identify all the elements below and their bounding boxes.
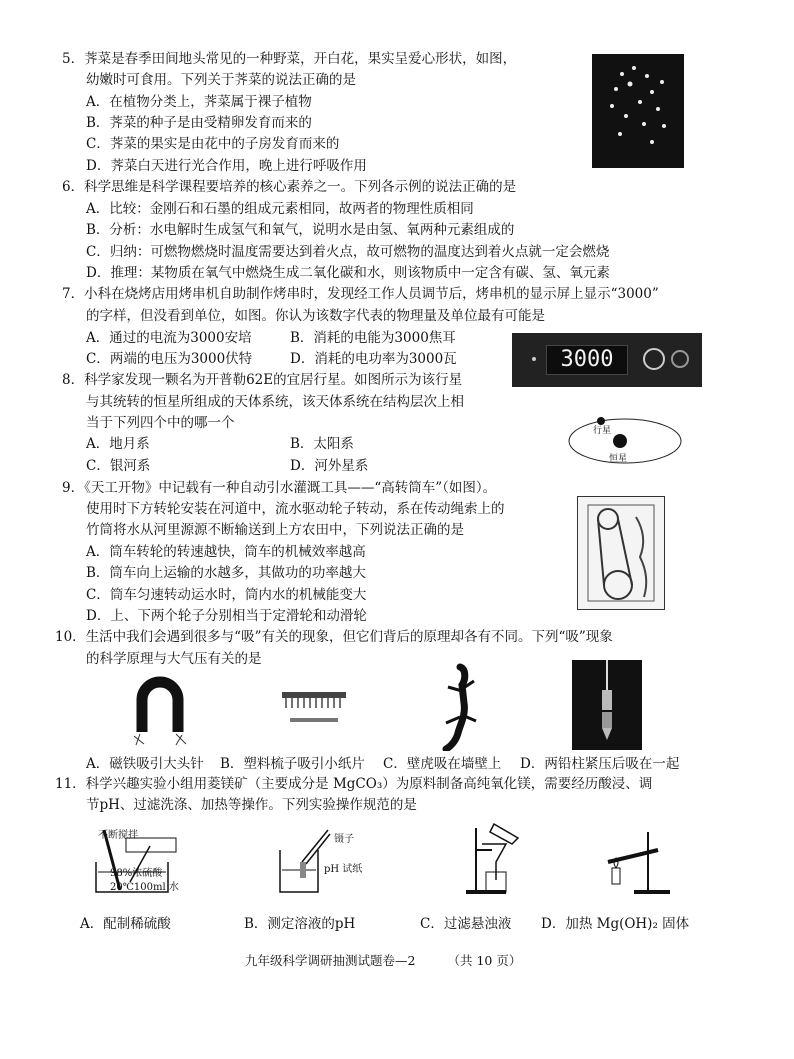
q5-option-c: C．荠菜的果实是由花中的子房发育而来的 bbox=[86, 136, 340, 152]
q9-option-d: D．上、下两个轮子分别相当于定滑轮和动滑轮 bbox=[86, 608, 367, 624]
q11-option-c: C．过滤悬浊液 bbox=[420, 916, 512, 932]
q10-stem-line1: 10．生活中我们会遇到很多与“吸”有关的现象，但它们背后的原理却各有不同。下列“吸”现象 bbox=[55, 629, 613, 645]
q6-option-c: C．归纳：可燃物燃烧时温度需要达到着火点，故可燃物的温度达到着火点就一定会燃烧 bbox=[86, 244, 610, 260]
q8-option-c: C．银河系 bbox=[86, 458, 151, 474]
q7-option-c: C．两端的电压为3000伏特 bbox=[86, 351, 253, 367]
stir-label: 不断搅拌 bbox=[98, 830, 138, 841]
q9-option-a: A．筒车转轮的转速越快，筒车的机械效率越高 bbox=[86, 544, 366, 560]
comb-paper-image bbox=[276, 688, 352, 728]
filtration-setup bbox=[462, 820, 542, 896]
tweezers-label: 镊子 bbox=[334, 834, 354, 845]
page-footer bbox=[245, 951, 521, 969]
q8-stem-line3: 当于下列四个中的哪一个 bbox=[86, 415, 235, 431]
gecko-icon bbox=[436, 663, 484, 751]
q7-option-b: B．消耗的电能为3000焦耳 bbox=[290, 330, 456, 346]
q8-option-a: A．地月系 bbox=[86, 436, 150, 452]
footer-page-count: （共 10 页） bbox=[447, 953, 522, 968]
q10-option-a: A．磁铁吸引大头针 bbox=[86, 756, 204, 772]
q7-option-d: D．消耗的电功率为3000瓦 bbox=[290, 351, 457, 367]
star-label: 恒星 bbox=[609, 454, 628, 464]
horseshoe-magnet-icon bbox=[130, 670, 190, 746]
lead-cylinders-graphic bbox=[572, 660, 642, 750]
q11-stem-line1: 11．科学兴趣实验小组用菱镁矿（主要成分是 MgCO₃）为原料制备高纯氧化镁，需要经历酸浸、调 bbox=[55, 776, 653, 792]
comb-icon bbox=[276, 688, 352, 728]
flower-dots-graphic bbox=[592, 54, 684, 168]
q7-stem-line1: 7．小科在烧烤店用烤串机自助制作烤串时，发现经工作人员调节后，烤串机的显示屏上显示“3000” bbox=[62, 286, 659, 302]
water-label: 20℃100ml 水 bbox=[110, 882, 179, 893]
grill-display-photo bbox=[512, 333, 702, 387]
q5-option-b: B．荠菜的种子是由受精卵发育而来的 bbox=[86, 115, 312, 131]
shepherds-purse-photo bbox=[592, 54, 684, 168]
q6-option-b: B．分析：水电解时生成氢气和氧气，说明水是由氢、氧两种元素组成的 bbox=[86, 222, 515, 238]
q8-option-b: B．太阳系 bbox=[290, 436, 354, 452]
q10-option-c: C．壁虎吸在墙壁上 bbox=[383, 756, 502, 772]
q9-stem-line1: 9．《天工开物》中记载有一种自动引水灌溉工具——“高转筒车”（如图）。 bbox=[62, 480, 497, 496]
q5-option-a: A．在植物分类上，荠菜属于裸子植物 bbox=[86, 94, 312, 110]
q11-option-d: D．加热 Mg(OH)₂ 固体 bbox=[541, 916, 690, 932]
q8-stem-line1: 8．科学家发现一颗名为开普勒62E的宜居行星。如图所示为该行星 bbox=[62, 372, 463, 388]
gecko-image bbox=[436, 663, 484, 751]
q10-stem-line2: 的科学原理与大气压有关的是 bbox=[86, 651, 262, 667]
planet-label: 行星 bbox=[593, 426, 612, 436]
q6-option-d: D．推理：某物质在氧气中燃烧生成二氧化碳和水，则该物质中一定含有碳、氢、氧元素 bbox=[86, 265, 610, 281]
q7-stem-line2: 的字样，但没看到单位，如图。你认为该数字代表的物理量及单位最有可能是 bbox=[86, 308, 545, 324]
q11-option-b: B．测定溶液的pH bbox=[244, 916, 356, 932]
q5-stem-line2: 幼嫩时可食用。下列关于荠菜的说法正确的是 bbox=[86, 72, 356, 88]
dilute-acid-setup bbox=[90, 826, 230, 896]
knob-icons bbox=[512, 333, 702, 387]
q6-stem: 6．科学思维是科学课程要培养的核心素养之一。下列各示例的说法正确的是 bbox=[62, 179, 517, 195]
waterwheel-sketch bbox=[578, 497, 664, 609]
display-readout: 3000 bbox=[546, 345, 628, 375]
ph-test-setup bbox=[270, 826, 380, 896]
footer-title: 九年级科学调研抽测试题卷—2 bbox=[245, 953, 416, 968]
q9-option-c: C．筒车匀速转动运水时，筒内水的机械能变大 bbox=[86, 587, 367, 603]
magnet-pins-image bbox=[130, 670, 190, 746]
heating-setup bbox=[598, 828, 676, 896]
q9-stem-line3: 竹筒将水从河里源源不断输送到上方农田中，下列说法正确的是 bbox=[86, 522, 464, 538]
q5-stem-line1: 5．荠菜是春季田间地头常见的一种野菜，开白花，果实呈爱心形状，如图， bbox=[62, 51, 517, 67]
filter-funnel-graphic bbox=[462, 820, 542, 896]
waterwheel-illustration bbox=[577, 496, 665, 610]
q7-option-a: A．通过的电流为3000安培 bbox=[86, 330, 252, 346]
q11-option-a: A．配制稀硫酸 bbox=[80, 916, 171, 932]
q8-stem-line2: 与其统转的恒星所组成的天体系统，该天体系统在结构层次上相 bbox=[86, 394, 464, 410]
q11-stem-line2: 节pH、过滤洗涤、加热等操作。下列实验操作规范的是 bbox=[86, 797, 417, 813]
lead-cylinders-photo bbox=[572, 660, 642, 750]
acid-label: 98%浓硫酸 bbox=[110, 868, 163, 879]
q10-option-b: B．塑料梳子吸引小纸片 bbox=[220, 756, 365, 772]
q10-option-d: D．两铅柱紧压后吸在一起 bbox=[520, 756, 680, 772]
q9-option-b: B．筒车向上运输的水越多，其做功的功率越大 bbox=[86, 565, 366, 581]
q6-option-a: A．比较：金刚石和石墨的组成元素相同，故两者的物理性质相同 bbox=[86, 201, 474, 217]
test-tube-flame-graphic bbox=[598, 828, 676, 896]
q5-option-d: D．荠菜白天进行光合作用，晚上进行呼吸作用 bbox=[86, 158, 367, 174]
ph-paper-label: pH 试纸 bbox=[324, 864, 363, 875]
star-planet-orbit-diagram bbox=[565, 413, 685, 468]
q9-stem-line2: 使用时下方转轮安装在河道中，流水驱动轮子转动，系在传动绳索上的 bbox=[86, 501, 505, 517]
q8-option-d: D．河外星系 bbox=[290, 458, 369, 474]
